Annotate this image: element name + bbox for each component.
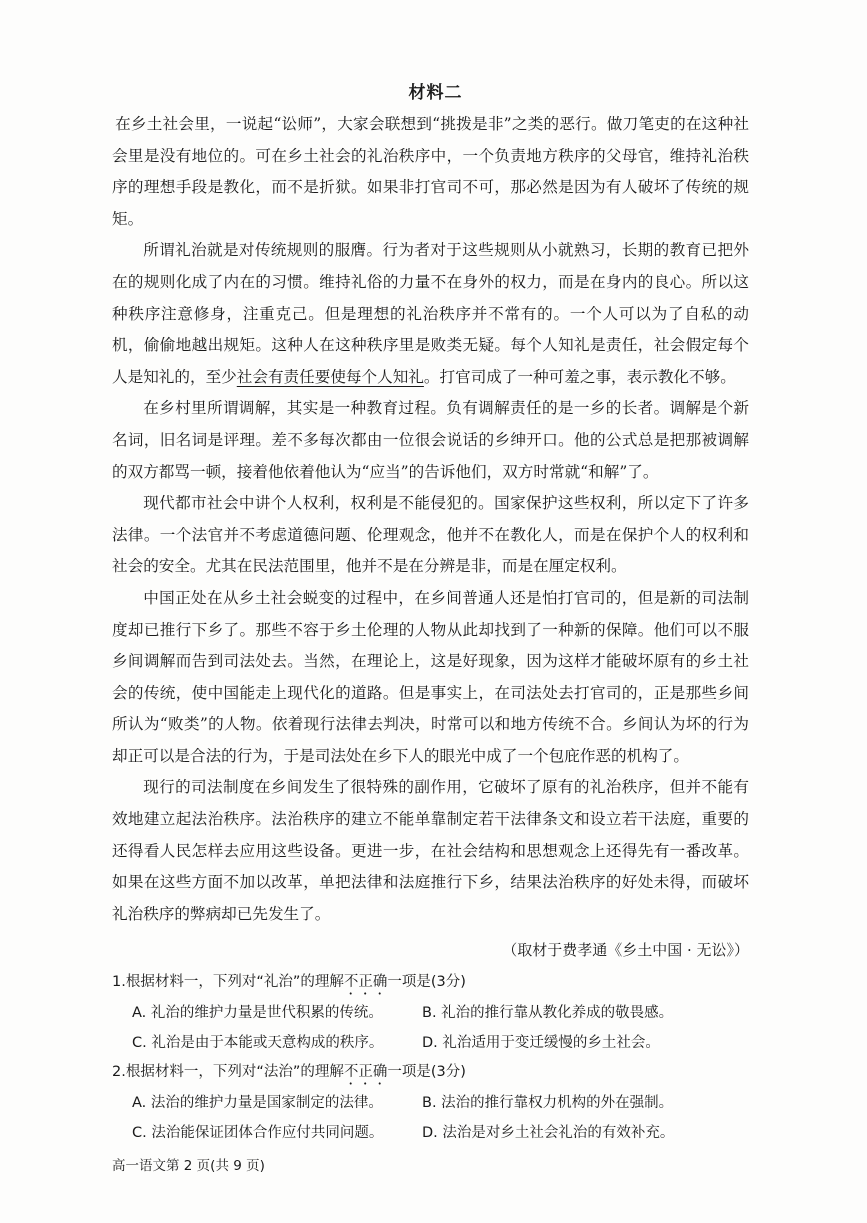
question-stem: [112, 1058, 749, 1088]
options-row: [132, 1118, 749, 1148]
option-c: C. 法治能保证团体合作应付共同问题。: [132, 1125, 384, 1142]
paragraph-2-text-a: 所谓礼治就是对传统规则的服膺。行为者对于这些规则从小就熟习，长期的教育已把外在的规则化成了内在的习惯。维持礼俗的力量不在身外的权力，而是在身内的良心。所以这种秩序注意修身，注重克己。但是理想的礼治秩序并不常有的。一个人可以为了自私的动机，偷偷地越出规矩。这种人在这种秩序里是败类无疑。每个人知礼是责任，社会假定每个人是知礼的，至少: [112, 241, 749, 386]
paragraph-2: [112, 235, 749, 393]
paragraph-4: 现代都市社会中讲个人权利，权利是不能侵犯的。国家保护这些权利，所以定下了许多法律。一个法官并不考虑道德问题、伦理观念，他并不在教化人，而是在保护个人的权利和社会的安全。尤其在民法范围里，他并不是在分辨是非，而是在厘定权利。: [112, 494, 749, 576]
question-stem: [112, 968, 749, 998]
options-row: [132, 1028, 749, 1058]
question-stem-text: 2.根据材料一，下列对“法治”的理解: [112, 1064, 344, 1081]
underlined-sentence: 社会有责任要使每个人知礼: [236, 367, 424, 386]
option-b: B. 法治的推行靠权力机构的外在强制。: [422, 1095, 674, 1112]
options-row: [132, 1088, 749, 1118]
option-d: D. 法治是对乡土社会礼治的有效补充。: [422, 1125, 675, 1142]
question-points: 一项是(3分): [387, 974, 466, 991]
option-c: C. 礼治是由于本能或天意构成的秩序。: [132, 1035, 384, 1052]
paragraph-6: 现行的司法制度在乡间发生了很特殊的副作用，它破坏了原有的礼治秩序，但并不能有效地建立起法治秩序。法治秩序的建立不能单靠制定若干法律条文和设立若干法庭，重要的还得看人民怎样去应用这些设备。更进一步，在社会结构和思想观念上还得先有一番改革。如果在这些方面不加以改革，单把法律和法庭推行下乡，结果法治秩序的好处未得，而破坏礼治秩序的弊病却已先发生了。: [112, 778, 749, 923]
question-2: [112, 1058, 749, 1148]
paragraph-5: 中国正处在从乡土社会蜕变的过程中，在乡间普通人还是怕打官司的，但是新的司法制度却已推行下乡了。那些不容于乡土伦理的人物从此却找到了一种新的保障。他们可以不服乡间调解而告到司法处去。当然，在理论上，这是好现象，因为这样才能破坏原有的乡土社会的传统，使中国能走上现代化的道路。但是事实上，在司法处去打官司的，正是那些乡间所认为“败类”的人物。依着现行法律去判决，时常可以和地方传统不合。乡间认为坏的行为却正可以是合法的行为，于是司法处在乡下人的眼光中成了一个包庇作恶的机构了。: [112, 588, 749, 765]
option-b: B. 礼治的推行靠从教化养成的敬畏感。: [422, 1005, 674, 1022]
emphasis-text: 不正确: [343, 974, 388, 991]
question-points: 一项是(3分): [387, 1064, 466, 1081]
options-row: [132, 998, 749, 1028]
option-a: A. 礼治的维护力量是世代积累的传统。: [132, 1005, 383, 1022]
question-1: [112, 968, 749, 1058]
question-stem-text: 1.根据材料一，下列对“礼治”的理解: [112, 974, 344, 991]
paragraph-3: 在乡村里所谓调解，其实是一种教育过程。负有调解责任的是一乡的长者。调解是个新名词，旧名词是评理。差不多每次都由一位很会说话的乡绅开口。他的公式总是把那被调解的双方都骂一顿，接着他依着他认为“应当”的告诉他们，双方时常就“和解”了。: [112, 399, 749, 481]
page-footer: 高一语文第 2 页(共 9 页): [112, 1158, 265, 1175]
section-title: 材料二: [408, 83, 463, 103]
paragraph-1: 在乡土社会里，一说起“讼师”，大家会联想到“挑拨是非”之类的恶行。做刀笔吏的在这种社会里是没有地位的。可在乡土社会的礼治秩序中，一个负责地方秩序的父母官，维持礼治秩序的理想手段是教化，而不是折狱。如果非打官司不可，那必然是因为有人破坏了传统的规矩。: [112, 115, 749, 228]
option-a: A. 法治的维护力量是国家制定的法律。: [132, 1095, 383, 1112]
source-citation: （取材于费孝通《乡土中国 · 无讼》）: [502, 941, 749, 960]
option-d: D. 礼治适用于变迁缓慢的乡土社会。: [422, 1035, 660, 1052]
paragraph-2-text-b: 。打官司成了一种可羞之事，表示教化不够。: [423, 367, 736, 386]
emphasis-text: 不正确: [343, 1064, 388, 1081]
